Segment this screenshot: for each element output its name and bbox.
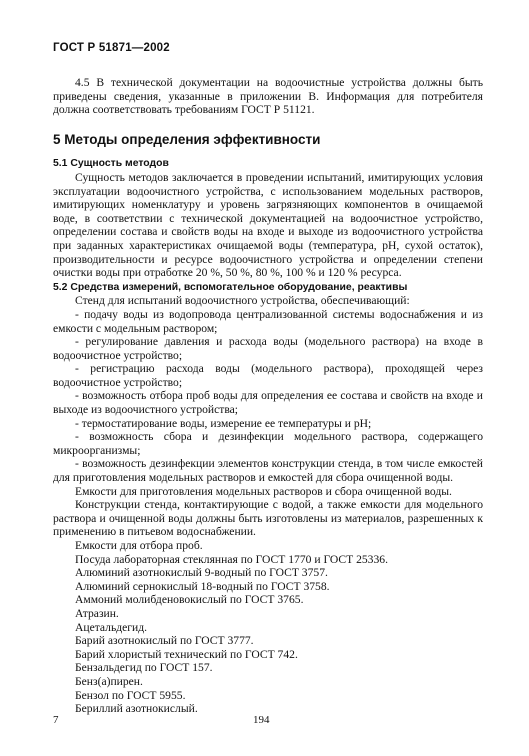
stand-intro: Стенд для испытаний водоочистного устройства, обеспечивающий: xyxy=(75,294,410,308)
construction-paragraph: Конструкции стенда, контактирующие с водой, а также емкости для модельного раствора и очищенной воды должны быть изготовлены из материалов, разрешенных к применению в питьевом водоснабжении. xyxy=(53,498,483,539)
reagent-item: Емкости для отбора проб. xyxy=(75,539,203,552)
stand-item: - термостатирование воды, измерение ее температуры и pH; xyxy=(75,416,372,430)
stand-item: - регулирование давления и расхода воды (модельного раствора) на входе в водоочистное устройство; xyxy=(53,335,483,362)
reagent-item: Алюминий азотнокислый 9-водный по ГОСТ 3757. xyxy=(75,566,328,580)
reagent-item: Посуда лабораторная стеклянная по ГОСТ 1770 и ГОСТ 25336. xyxy=(75,552,388,566)
subsection-5-1-text: Сущность методов заключается в проведении испытаний, имитирующих условия эксплуатации водоочистного устройства, с использованием модельных растворов, имитирующих номенклатуру и уровень загрязняющих компонентов в очищаемой воде, в соответствии с технической документацией на водоочистное устройство, определении состава и свойств воды на входе и выходе из водоочистного устройства при заданных характеристиках очищаемой воды (температура, pH, сухой остаток), производительности и ресурсе водоочистного устройства и определении степени очистки воды при отработке 20 %, 50 %, 80 %, 100 % и 120 % ресурса. xyxy=(53,170,483,280)
paragraph-4-5: 4.5 В технической документации на водоочистные устройства должны быть приведены сведения, указанные в приложении В. Информация для потребителя должна соответствовать требованиям ГОСТ Р 51121. xyxy=(53,76,483,117)
stand-item: - возможность отбора проб воды для определения ее состава и свойств на входе и выходе из водоочистного устройства; xyxy=(53,389,483,417)
subsection-5-1-heading-line xyxy=(53,156,483,171)
stand-item: - подачу воды из водопровода централизованной системы водоснабжения и из емкости с модельным раствором; xyxy=(53,307,483,335)
stand-item: - возможность сбора и дезинфекции модельного раствора, содержащего микроорганизмы; xyxy=(53,430,483,457)
reagent-item: Барий хлористый технический по ГОСТ 742. xyxy=(75,647,298,661)
section-5-title: 5 Методы определения эффективности xyxy=(53,131,321,147)
reagent-item: Бензол по ГОСТ 5955. xyxy=(75,688,186,702)
subsection-5-2-heading: 5.2 Средства измерений, вспомогательное оборудование, реактивы xyxy=(53,281,408,293)
page-number-left: 7 xyxy=(53,714,59,726)
reagent-item: Атразин. xyxy=(75,606,119,620)
page-content xyxy=(53,76,483,716)
reagent-item: Бензальдегид по ГОСТ 157. xyxy=(75,661,213,675)
reagent-item: Бенз(а)пирен. xyxy=(75,674,143,688)
reagent-item: Аммоний молибденовокислый по ГОСТ 3765. xyxy=(75,593,304,607)
page-number-center: 194 xyxy=(253,714,270,726)
reagent-item: Барий азотнокислый по ГОСТ 3777. xyxy=(75,634,254,648)
stand-item: - регистрацию расхода воды (модельного раствора), проходящей через водоочистное устройство; xyxy=(53,362,483,389)
reagent-item: Ацетальдегид. xyxy=(75,620,148,634)
containers-paragraph: Емкости для приготовления модельных растворов и сбора очищенной воды. xyxy=(75,484,452,498)
subsection-5-2-heading-line xyxy=(53,280,483,295)
reagent-item: Бериллий азотнокислый. xyxy=(75,702,198,716)
document-header: ГОСТ Р 51871—2002 xyxy=(53,42,170,54)
stand-item: - возможность дезинфекции элементов конструкции стенда, в том числе емкостей для приготовления модельных растворов и емкостей для сбора очищенной воды. xyxy=(53,457,483,485)
reagent-item: Алюминий сернокислый 18-водный по ГОСТ 3758. xyxy=(75,579,330,593)
subsection-5-1-heading: 5.1 Сущность методов xyxy=(53,158,169,170)
